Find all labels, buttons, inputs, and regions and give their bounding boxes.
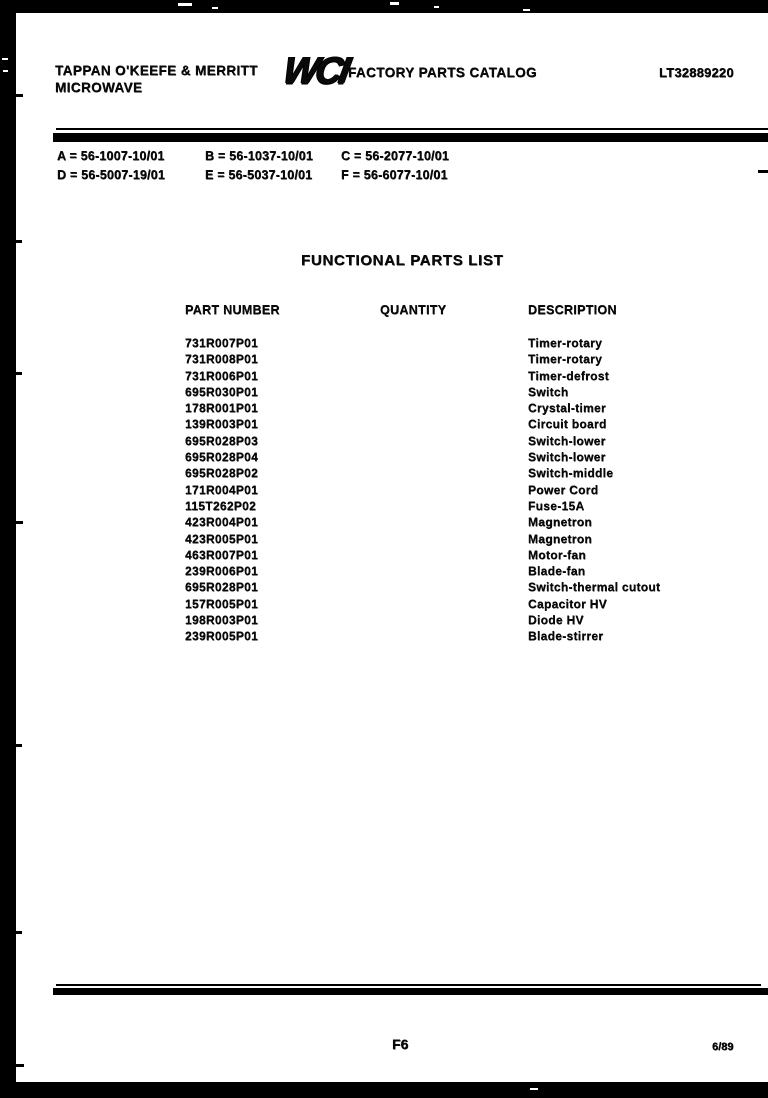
description: Switch-lower — [528, 433, 606, 448]
quantity — [380, 629, 528, 645]
scan-tick — [16, 521, 23, 524]
quantity — [380, 548, 528, 564]
part-number: 731R006P01 — [185, 368, 259, 383]
part-number: 239R006P01 — [185, 564, 259, 579]
model-number: F = 56-6077-10/01 — [341, 168, 448, 182]
part-number: 171R004P01 — [185, 482, 259, 497]
part-number: 423R005P01 — [185, 531, 259, 546]
column-header: DESCRIPTION — [528, 303, 617, 317]
description: Fuse-15A — [528, 498, 585, 513]
quantity — [380, 580, 528, 596]
table-row — [185, 352, 750, 368]
part-number: 695R028P01 — [185, 580, 259, 595]
part-number: 198R003P01 — [185, 613, 259, 628]
model-list — [57, 149, 449, 182]
quantity — [380, 336, 528, 352]
table-row — [185, 548, 750, 564]
table-row — [185, 417, 750, 433]
scan-speck — [530, 1088, 538, 1090]
date-code: 6/89 — [712, 1041, 734, 1053]
model-number: B = 56-1037-10/01 — [205, 149, 313, 163]
part-number: 139R003P01 — [185, 417, 259, 432]
scan-tick — [16, 94, 23, 97]
table-row — [185, 336, 750, 352]
part-number: 731R007P01 — [185, 336, 259, 350]
scan-tick — [16, 240, 22, 243]
quantity — [380, 597, 528, 613]
part-number: 731R008P01 — [185, 352, 259, 367]
quantity — [380, 499, 528, 515]
description: Timer-rotary — [528, 352, 603, 367]
table-row — [185, 532, 750, 548]
description: Crystal-timer — [528, 401, 606, 416]
quantity — [380, 401, 528, 417]
table-row — [185, 434, 750, 450]
footer-rule-thin — [56, 984, 761, 986]
part-number: 115T262P02 — [185, 498, 257, 513]
part-number: 157R005P01 — [185, 596, 259, 611]
model-number: A = 56-1007-10/01 — [57, 149, 165, 163]
scan-edge-top — [0, 0, 768, 13]
description: Motor-fan — [528, 547, 587, 562]
part-number: 463R007P01 — [185, 547, 259, 562]
quantity — [380, 434, 528, 450]
brand-title — [55, 62, 258, 96]
table-row — [185, 597, 750, 613]
section-title: FUNCTIONAL PARTS LIST — [301, 252, 504, 269]
part-number: 423R004P01 — [185, 515, 259, 530]
document-number: LT32889220 — [659, 65, 734, 80]
quantity — [380, 352, 528, 368]
description: Switch-middle — [528, 466, 614, 481]
page-number: F6 — [392, 1036, 409, 1052]
description: Switch — [528, 384, 569, 399]
table-row — [185, 580, 750, 596]
quantity — [380, 564, 528, 580]
table-row — [185, 401, 750, 417]
table-row — [185, 483, 750, 499]
scan-speck — [523, 9, 530, 11]
description: Power Cord — [528, 482, 599, 497]
brand-line1: TAPPAN O'KEEFE & MERRITT — [55, 63, 258, 78]
description: Magnetron — [528, 515, 593, 530]
model-number: C = 56-2077-10/01 — [341, 149, 449, 163]
scan-tick — [758, 170, 768, 173]
scan-tick — [16, 931, 22, 934]
part-number: 695R028P02 — [185, 466, 259, 481]
scan-speck — [178, 3, 192, 6]
quantity — [380, 417, 528, 433]
table-row — [185, 369, 750, 385]
quantity — [380, 369, 528, 385]
scan-edge-left — [0, 0, 16, 1098]
scan-tick — [16, 372, 22, 375]
description: Blade-stirrer — [528, 629, 604, 644]
quantity — [380, 483, 528, 499]
scan-speck — [390, 2, 399, 5]
quantity — [380, 385, 528, 401]
model-number: D = 56-5007-19/01 — [57, 168, 165, 182]
table-row — [185, 499, 750, 515]
quantity — [380, 515, 528, 531]
scan-speck — [3, 70, 8, 72]
table-row — [185, 629, 750, 645]
column-header: PART NUMBER — [185, 303, 280, 317]
description: Timer-rotary — [528, 336, 603, 350]
column-header: QUANTITY — [380, 303, 447, 317]
scan-speck — [212, 7, 218, 9]
table-row — [185, 515, 750, 531]
quantity — [380, 466, 528, 482]
description: Circuit board — [528, 417, 607, 432]
description: Diode HV — [528, 613, 584, 628]
header-rule-thick — [53, 133, 768, 142]
catalog-title: FACTORY PARTS CATALOG — [348, 65, 537, 80]
scan-speck — [434, 6, 439, 8]
part-number: 695R028P04 — [185, 450, 259, 465]
table-row — [185, 466, 750, 482]
scan-tick — [16, 744, 22, 747]
description: Switch-thermal cutout — [528, 580, 661, 595]
table-header-row — [185, 303, 750, 317]
description: Blade-fan — [528, 564, 586, 579]
table-row — [185, 613, 750, 629]
wci-logo: WCI — [280, 49, 351, 92]
footer-rule-thick — [53, 988, 768, 995]
header-rule-thin — [56, 128, 768, 130]
quantity — [380, 532, 528, 548]
model-number: E = 56-5037-10/01 — [205, 168, 313, 182]
scan-speck — [2, 58, 8, 60]
table-rows — [185, 336, 750, 646]
scan-edge-bottom — [0, 1082, 768, 1098]
quantity — [380, 450, 528, 466]
part-number: 178R001P01 — [185, 401, 259, 416]
description: Switch-lower — [528, 450, 606, 465]
part-number: 695R028P03 — [185, 433, 259, 448]
table-row — [185, 385, 750, 401]
quantity — [380, 613, 528, 629]
brand-line2: MICROWAVE — [55, 80, 143, 95]
part-number: 695R030P01 — [185, 384, 259, 399]
table-row — [185, 564, 750, 580]
part-number: 239R005P01 — [185, 629, 259, 644]
description: Capacitor HV — [528, 596, 607, 611]
description: Magnetron — [528, 531, 593, 546]
scan-tick — [16, 1064, 24, 1067]
table-row — [185, 450, 750, 466]
description: Timer-defrost — [528, 368, 610, 383]
